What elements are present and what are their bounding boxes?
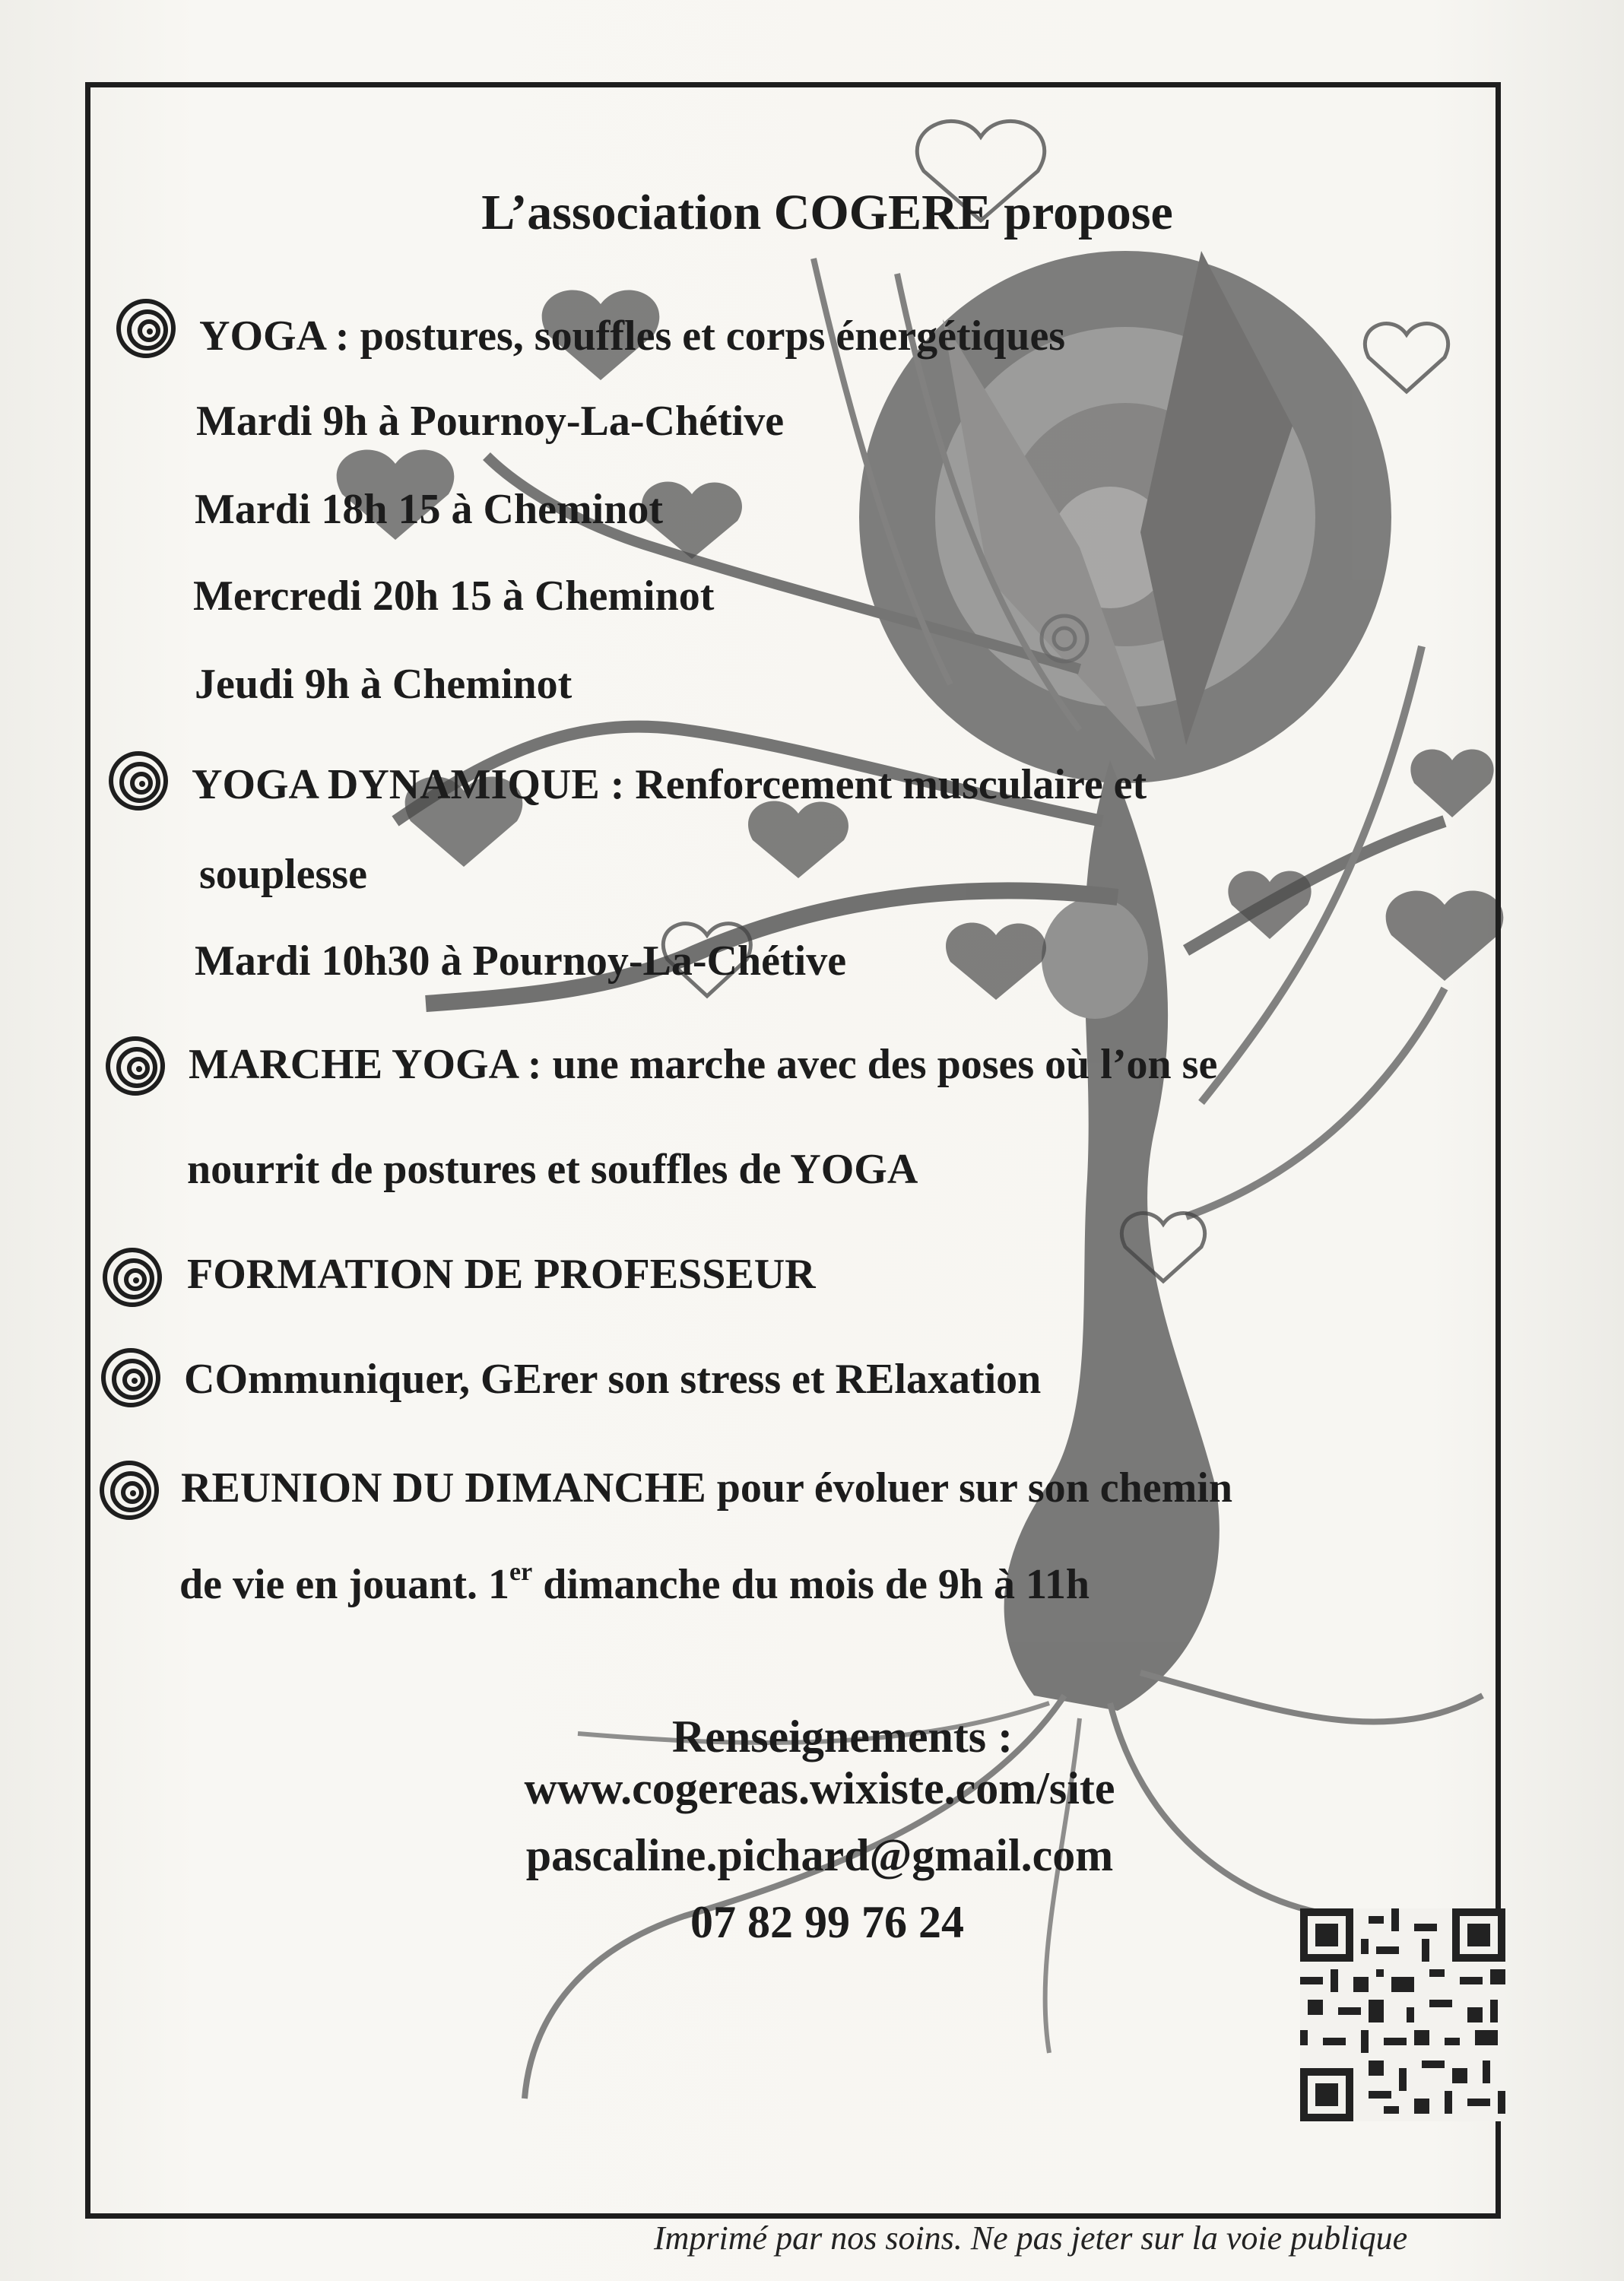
spiral-bullet-icon [97,1458,161,1522]
spiral-bullet-icon [100,1245,164,1309]
section-yoga-dynamique [192,760,1147,809]
spiral-bullet-icon [106,749,170,813]
footer-notice: Imprimé par nos soins. Ne pas jeter sur la voie publique [654,2219,1408,2257]
schedule-line: Mardi 10h30 à Pournoy-La-Chétive [195,937,847,985]
section-heading: FORMATION DE PROFESSEUR [187,1251,816,1298]
section-heading: YOGA DYNAMIQUE [192,761,600,808]
flyer-title: L’association COGERE propose [481,185,1173,240]
superscript: er [509,1558,533,1586]
schedule-line: Mardi 9h à Pournoy-La-Chétive [196,398,785,445]
section-cogere [184,1355,1041,1404]
section-heading: REUNION DU DIMANCHE [181,1464,706,1512]
section-heading: YOGA [199,312,325,360]
section-heading: MARCHE YOGA [189,1041,517,1088]
contact-phone: 07 82 99 76 24 [690,1897,964,1947]
section-reunion [181,1464,1232,1512]
section-heading: COmmuniquer, GErer son stress et RElaxation [184,1356,1042,1403]
spiral-bullet-icon [99,1346,163,1410]
contact-website: www.cogereas.wixiste.com/site [524,1763,1115,1813]
schedule-line: Jeudi 9h à Cheminot [195,661,573,708]
section-description: : Renforcement musculaire et [599,761,1147,808]
section-description-cont [179,1560,1090,1609]
section-marche-yoga [189,1040,1217,1089]
contact-heading: Renseignements : [671,1712,1013,1762]
contact-email: pascaline.pichard@gmail.com [525,1830,1114,1880]
section-description: : postures, souffles et corps énergétiques [324,312,1066,360]
text-part: dimanche du mois de 9h à 11h [532,1561,1090,1608]
section-description: : une marche avec des poses où l’on se [516,1041,1218,1088]
section-formation [187,1250,816,1299]
section-description: pour évoluer sur son chemin [706,1464,1233,1512]
section-description-cont: nourrit de postures et souffles de YOGA [187,1146,918,1193]
schedule-line: Mardi 18h 15 à Cheminot [195,486,663,533]
spiral-bullet-icon [103,1034,167,1098]
schedule-line: Mercredi 20h 15 à Cheminot [193,573,715,620]
qr-code [1300,1908,1505,2121]
spiral-bullet-icon [114,297,178,360]
section-yoga [199,312,1065,360]
section-description-cont: souplesse [199,851,367,898]
text-part: de vie en jouant. 1 [179,1561,509,1608]
